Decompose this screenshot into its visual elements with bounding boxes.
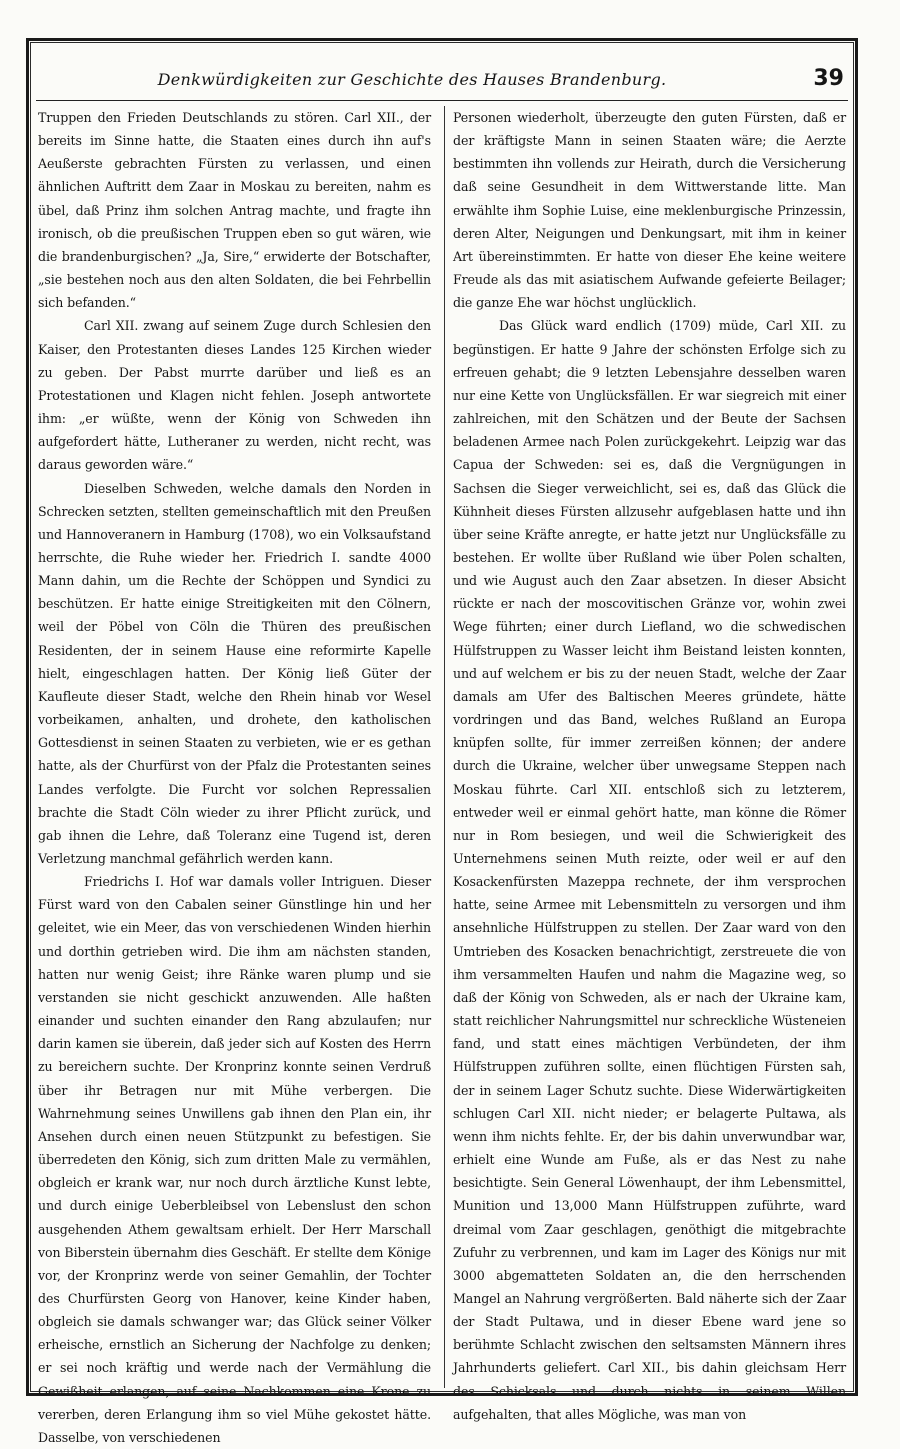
paragraph: Personen wiederholt, überzeugte den guten Fürsten, daß er der kräftigste Mann in seinen Staaten wäre; die Aerzte bestimmten ihn vollends zur Heirath, durch die Versicherung daß seine Gesundheit in dem Wittwerstande litte. Man erwählte ihm Sophie Luise, eine meklenburgische Prinzessin, deren Alter, Neigungen und Denkungsart, mit ihm in keiner Art übereinstimmten. Er hatte von dieser Ehe keine weitere Freude als das mit asiatischem Aufwande gefeierte Beilager; die ganze Ehe war höchst unglücklich. (453, 110, 846, 311)
column-divider (444, 106, 445, 1388)
page-header (36, 62, 848, 101)
right-column (453, 106, 846, 1422)
page-number: 39 (813, 66, 844, 91)
paragraph: Friedrichs I. Hof war damals voller Intriguen. Dieser Fürst ward von den Cabalen seiner Günstlinge hin und her geleitet, wie ein Meer, das von verschiedenen Winden hierhin und dorthin getrieben wird. Die ihm am nächsten standen, hatten nur wenig Geist; ihre Ränke waren plump und sie verstanden sie nicht geschickt anzuwenden. Alle haßten einander und suchten einander den Rang abzulaufen; nur darin kamen sie überein, daß jeder sich auf Kosten des Herrn zu bereichern suchte. Der Kronprinz konnte seinen Verdruß über ihr Betragen nur mit Mühe verbergen. Die Wahrnehmung seines Unwillens gab ihnen den Plan ein, ihr Ansehen durch einen neuen Stützpunkt zu befestigen. Sie überredeten den König, sich zum dritten Male zu vermählen, obgleich er krank war, nur noch durch ärztliche Kunst lebte, und durch einige Ueberbleibsel von Lebenslust den schon ausgehenden Athem gewaltsam erhielt. Der Herr Marschall von Biberstein übernahm dies Geschäft. Er stellte dem Könige vor, der Kronprinz werde von seiner Gemahlin, der Tochter des Churfürsten Georg von Hanover, keine Kinder haben, obgleich sie damals schwanger war; das Glück seiner Völker erheische, ernstlich an Sicherung der Nachfolge zu denken; er sei noch kräftig und werde nach der Vermählung die Gewißheit erlangen, auf seine Nachkommen eine Krone zu vererben, deren Erlangung ihm so viel Mühe gekostet hätte. Dasselbe, von verschiedenen (38, 874, 431, 1445)
left-column (38, 106, 431, 1445)
paragraph: Truppen den Frieden Deutschlands zu stören. Carl XII., der bereits im Sinne hatte, die Staaten eines durch ihn auf's Aeußerste gebrachten Fürsten zu verlassen, und einen ähnlichen Auftritt dem Zaar in Moskau zu bereiten, nahm es übel, daß Prinz ihm solchen Antrag machte, und fragte ihn ironisch, ob die preußischen Truppen eben so gut wären, wie die brandenburgischen? „Ja, Sire,“ erwiderte der Botschafter, „sie bestehen noch aus den alten Soldaten, die bei Fehrbellin sich befanden.“ (38, 110, 431, 311)
paragraph: Das Glück ward endlich (1709) müde, Carl XII. zu begünstigen. Er hatte 9 Jahre der schönsten Erfolge sich zu erfreuen gehabt; die 9 letzten Lebensjahre desselben waren nur eine Kette von Unglücksfällen. Er war siegreich mit einer zahlreichen, mit den Schätzen und der Beute der Sachsen beladenen Armee nach Polen zurückgekehrt. Leipzig war das Capua der Schweden: sei es, daß die Vergnügungen in Sachsen die Sieger verweichlicht, sei es, daß das Glück die Kühnheit dieses Fürsten allzusehr aufgeblasen hatte und ihn über seine Kräfte anregte, er hatte jetzt nur Unglücksfälle zu bestehen. Er wollte über Rußland wie über Polen schalten, und wie August auch den Zaar absetzen. In dieser Absicht rückte er nach der moscovitischen Gränze vor, wohin zwei Wege führten; einer durch Liefland, wo die schwedischen Hülfstruppen zu Wasser leicht ihm Beistand leisten konnten, und auf welchem er bis zu der neuen Stadt, welche der Zaar damals am Ufer des Baltischen Meeres gründete, hätte vordringen und das Band, welches Rußland an Europa knüpfen sollte, für immer zerreißen können; der andere durch die Ukraine, welcher über unwegsame Steppen nach Moskau führte. Carl XII. entschloß sich zu letzterem, entweder weil er einmal gehört hatte, man könne die Römer nur in Rom besiegen, und weil die Schwierigkeit des Unternehmens seinen Muth reizte, oder weil er auf den Kosackenfürsten Mazeppa rechnete, der ihm versprochen hatte, seine Armee mit Lebensmitteln zu versorgen und ihm ansehnliche Hülfstruppen zu stellen. Der Zaar ward von den Umtrieben des Kosacken benachrichtigt, zerstreuete die von ihm versammelten Haufen und nahm die Magazine weg, so daß der König von Schweden, als er nach der Ukraine kam, statt reichlicher Nahrungsmittel nur schreckliche Wüsteneien fand, und statt eines mächtigen Verbündeten, der ihm Hülfstruppen zuführen sollte, einen flüchtigen Fürsten sah, der in seinem Lager Schutz suchte. Diese Widerwärtigkeiten schlugen Carl XII. nicht nieder; er belagerte Pultawa, als wenn ihm nichts fehlte. Er, der bis dahin unverwundbar war, erhielt eine Wunde am Fuße, als er das Nest zu nahe besichtigte. Sein General Löwenhaupt, der ihm Lebensmittel, Munition und 13,000 Mann Hülfstruppen zuführte, ward dreimal vom Zaar geschlagen, genöthigt die mitgebrachte Zufuhr zu verbrennen, und kam im Lager des Königs nur mit 3000 abgematteten Soldaten an, die den herrschenden Mangel an Nahrung vergrößerten. Bald näherte sich der Zaar der Stadt Pultawa, und in dieser Ebene ward jene so berühmte Schlacht zwischen den seltsamsten Männern ihres Jahrhunderts geliefert. Carl XII., bis dahin gleichsam Herr des Schicksals und durch nichts in seinem Willen aufgehalten, that alles Mögliche, was man von (453, 318, 846, 1422)
paragraph: Carl XII. zwang auf seinem Zuge durch Schlesien den Kaiser, den Protestanten dieses Landes 125 Kirchen wieder zu geben. Der Pabst murrte darüber und ließ es an Protestationen und Klagen nicht fehlen. Joseph antwortete ihm: „er wüßte, wenn der König von Schweden ihn aufgefordert hätte, Lutheraner zu werden, nicht recht, was daraus geworden wäre.“ (38, 318, 431, 473)
paragraph: Dieselben Schweden, welche damals den Norden in Schrecken setzten, stellten gemeinschaftlich mit den Preußen und Hannoveranern in Hamburg (1708), wo ein Volksaufstand herrschte, die Ruhe wieder her. Friedrich I. sandte 4000 Mann dahin, um die Rechte der Schöppen und Syndici zu beschützen. Er hatte einige Streitigkeiten mit den Cölnern, weil der Pöbel von Cöln die Thüren des preußischen Residenten, der in seinem Hause eine reformirte Kapelle hielt, eingeschlagen hatten. Der König ließ Güter der Kaufleute dieser Stadt, welche den Rhein hinab vor Wesel vorbeikamen, anhalten, und drohete, den katholischen Gottesdienst in seinen Staaten zu verbieten, wie er es gethan hatte, als der Churfürst von der Pfalz die Protestanten seines Landes verfolgte. Die Furcht vor solchen Repressalien brachte die Stadt Cöln wieder zu ihrer Pflicht zurück, und gab ihnen die Lehre, daß Toleranz eine Tugend ist, deren Verletzung manchmal gefährlich werden kann. (38, 480, 431, 866)
running-title: Denkwürdigkeiten zur Geschichte des Hauses Brandenburg. (157, 70, 667, 89)
text-columns (36, 106, 848, 1445)
